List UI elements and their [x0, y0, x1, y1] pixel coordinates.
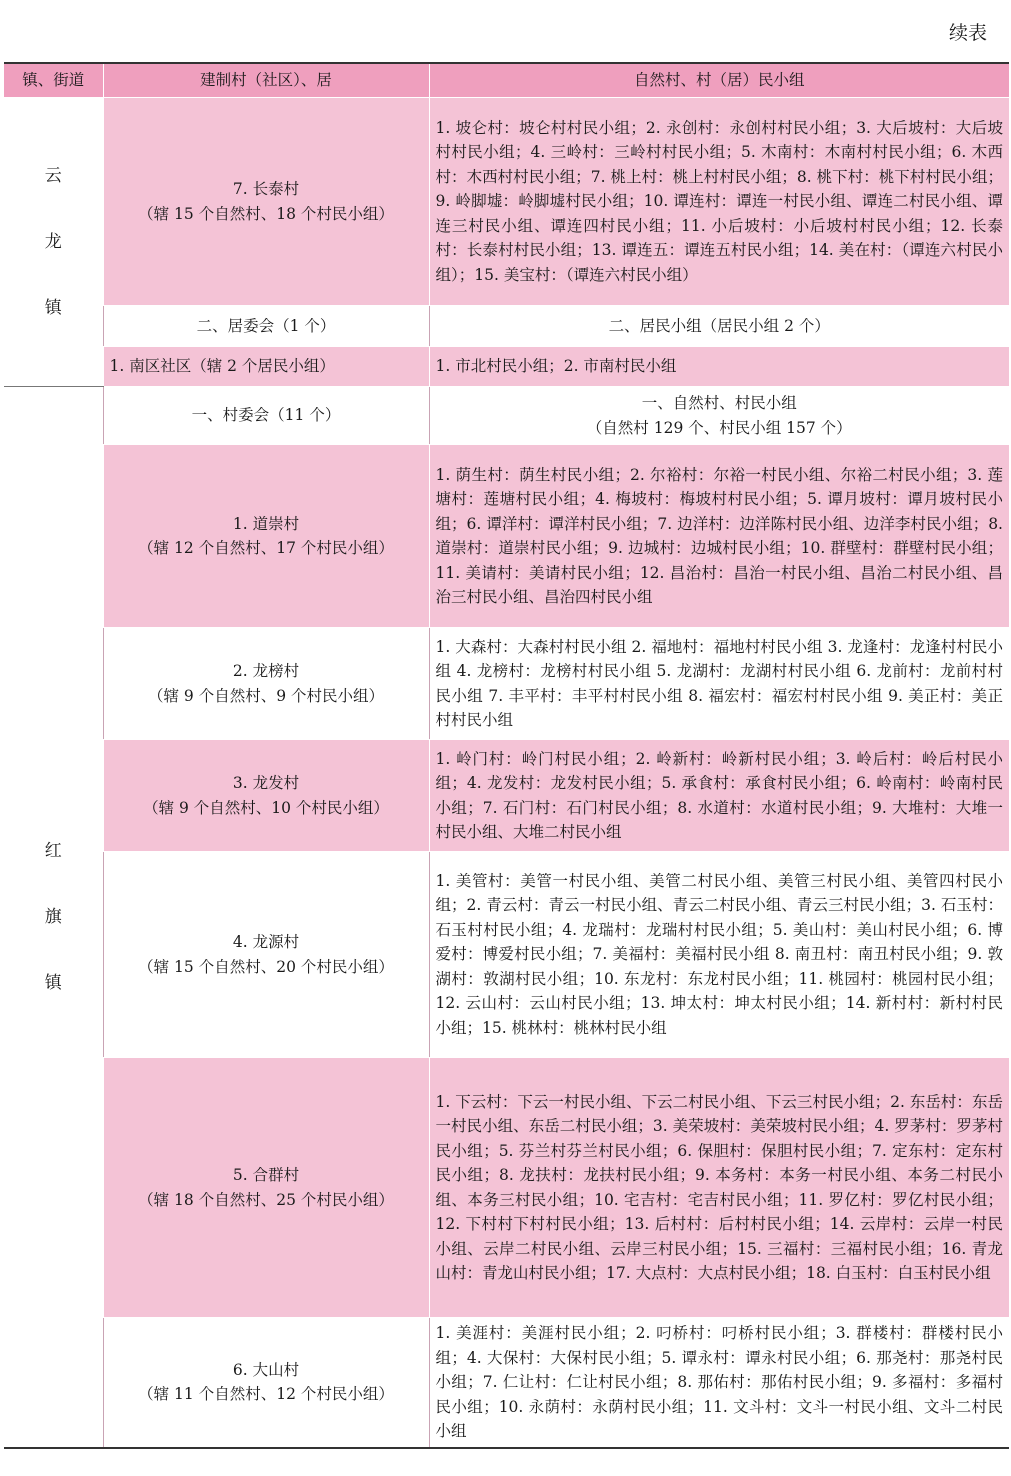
village-cell: [103, 852, 429, 1058]
groups-cell: [429, 740, 1009, 852]
table-row: [4, 852, 1009, 1058]
table-row: [4, 306, 1009, 347]
groups-text: 1. 荫生村：荫生村民小组；2. 尔裕村：尔裕一村民小组、尔裕二村民小组；3. 莲塘村：莲塘村民小组；4. 梅坡村：梅坡村村民小组；5. 谭月坡村：谭月坡村民小组；6. 谭洋村：谭洋村民小组；7. 边洋村：边洋陈村民小组、边洋李村民小组；8. 道崇村：道崇村民小组；9. 边城村：边城村民小组；10. 群壁村：群壁村民小组；11. 美请村：美请村民小组；12. 昌治村：昌治一村民小组、昌治二村民小组、昌治三村民小组、昌治四村民小组: [435, 465, 1003, 606]
groups-text: 1. 下云村：下云一村民小组、下云二村民小组、下云三村民小组；2. 东岳村：东岳一村民小组、东岳二村民小组；3. 美荣坡村：美荣坡村民小组；4. 罗茅村：罗茅村民小组；5. 芬兰村芬兰村民小组；6. 保胆村：保胆村民小组；7. 定东村：定东村民小组；8. 龙扶村：龙扶村民小组；9. 本务村：本务一村民小组、本务二村民小组、本务三村民小组；10. 宅吉村：宅吉村民小组；11. 罗亿村：罗亿村民小组；12. 下村村下村村民小组；13. 后村村：后村村民小组；14. 云岸村：云岸一村民小组、云岸二村民小组、云岸三村民小组；15. 三福村：三福村民小组；16. 青龙山村：青龙山村民小组；17. 大点村：大点村民小组；18. 白玉村：白玉村民小组: [435, 1092, 1003, 1282]
village-table: [4, 62, 1009, 1449]
groups-cell: [429, 347, 1009, 387]
village-cell: [103, 445, 429, 628]
header-village: 建制村（社区）、居: [103, 63, 429, 98]
village-name: 5. 合群村: [232, 1166, 300, 1184]
village-name: 4. 龙源村: [232, 933, 300, 951]
village-sub: （辖 18 个自然村、25 个村民小组）: [138, 1190, 394, 1209]
groups-text: 1. 坡仑村：坡仑村村民小组；2. 永创村：永创村村民小组；3. 大后坡村：大后坡村村民小组；4. 三岭村：三岭村村民小组；5. 木南村：木南村村民小组；6. 木西村：木西村村民小组；7. 桃上村：桃上村村民小组；8. 桃下村：桃下村村民小组；9. 岭脚墟：岭脚墟村民小组；10. 谭连村：谭连一村民小组、谭连二村民小组、谭连三村民小组、谭连四村民小组；11. 小后坡村：小后坡村村民小组；12. 长泰村：长泰村村民小组；13. 谭连五：谭连五村民小组；14. 美在村：（谭连六村民小组）；15. 美宝村：（谭连六村民小组）: [435, 118, 1003, 284]
town-name: 云 龙 镇: [44, 166, 62, 318]
groups-text: 1. 美涯村：美涯村民小组；2. 叼桥村：叼桥村民小组；3. 群楼村：群楼村民小组；4. 大保村：大保村民小组；5. 谭永村：谭永村民小组；6. 那尧村：那尧村民小组；7. 仁让村：仁让村民小组；8. 那佑村：那佑村民小组；9. 多福村：多福村民小组；10. 永荫村：永荫村民小组；11. 文斗村：文斗一村民小组、文斗二村民小组: [435, 1324, 1003, 1440]
groups-text: 1. 市北村民小组；2. 市南村民小组: [435, 357, 677, 376]
village-sub: （辖 12 个自然村、17 个村民小组）: [138, 539, 394, 557]
village-sub: （辖 15 个自然村、18 个村民小组）: [138, 204, 394, 223]
village-sub: （辖 15 个自然村、20 个村民小组）: [138, 957, 394, 976]
table-row: [4, 1318, 1009, 1448]
table-row: [4, 740, 1009, 852]
table-row: [4, 1058, 1009, 1318]
groups-cell: [429, 852, 1009, 1058]
header-town: 镇、街道: [4, 63, 103, 98]
table-row: [4, 628, 1009, 740]
groups-cell: [429, 1058, 1009, 1318]
table-row: [4, 445, 1009, 628]
village-cell: [103, 1058, 429, 1318]
groups-cell: [429, 1318, 1009, 1448]
town-cell-hongqi: [4, 387, 103, 1448]
section-right: [429, 387, 1009, 445]
section-left: 二、居委会（1 个）: [103, 306, 429, 347]
village-cell: [103, 1318, 429, 1448]
section-left: 一、村委会（11 个）: [103, 387, 429, 445]
table-row: [4, 347, 1009, 387]
village-cell: [103, 628, 429, 740]
section-row: [4, 387, 1009, 445]
town-cell-yunlong: [4, 98, 103, 387]
village-name: 7. 长泰村: [232, 180, 300, 198]
header-row: [4, 63, 1009, 98]
groups-text: 1. 大森村：大森村村民小组 2. 福地村：福地村村民小组 3. 龙逢村：龙逢村村民小组 4. 龙榜村：龙榜村村民小组 5. 龙湖村：龙湖村村民小组 6. 龙前村：龙前村村民小组 7. 丰平村：丰平村村民小组 8. 福宏村：福宏村村民小组 9. 美正村：美正村村民小组: [435, 637, 1003, 729]
village-sub: （辖 9 个自然村、9 个村民小组）: [147, 686, 384, 705]
table-row: [4, 98, 1009, 306]
village-name: 6. 大山村: [232, 1360, 300, 1379]
section-right: 二、居民小组（居民小组 2 个）: [429, 306, 1009, 347]
village-name: 1. 南区社区（辖 2 个居民小组）: [103, 347, 429, 387]
page-label: 续表: [948, 22, 987, 44]
groups-cell: [429, 628, 1009, 740]
village-name: 1. 道崇村: [232, 514, 300, 533]
section-right-line2: （自然村 129 个、村民小组 157 个）: [586, 418, 852, 437]
groups-cell: [429, 98, 1009, 306]
groups-text: 1. 岭门村：岭门村民小组；2. 岭新村：岭新村民小组；3. 岭后村：岭后村民小组；4. 龙发村：龙发村民小组；5. 承食村：承食村民小组；6. 岭南村：岭南村民小组；7. 石门村：石门村民小组；8. 水道村：水道村民小组；9. 大堆村：大堆一村民小组、大堆二村民小组: [435, 749, 1003, 841]
groups-cell: [429, 445, 1009, 628]
village-name: 2. 龙榜村: [232, 662, 300, 680]
groups-text: 1. 美管村：美管一村民小组、美管二村民小组、美管三村民小组、美管四村民小组；2. 青云村：青云一村民小组、青云二村民小组、青云三村民小组；3. 石玉村：石玉村村民小组；4. 龙瑞村：龙瑞村村民小组；5. 美山村：美山村民小组；6. 博爱村：博爱村民小组；7. 美福村：美福村民小组 8. 南丑村：南丑村民小组；9. 敦湖村：敦湖村民小组；10. 东龙村：东龙村民小组；11. 桃园村：桃园村民小组；12. 云山村：云山村民小组；13. 坤太村：坤太村民小组；14. 新村村：新村村民小组；15. 桃林村：桃林村民小组: [435, 871, 1003, 1037]
header-groups: 自然村、村（居）民小组: [429, 63, 1009, 98]
village-name: 3. 龙发村: [232, 774, 300, 792]
section-right-line1: 一、自然村、村民小组: [641, 394, 797, 412]
village-cell: [103, 740, 429, 852]
village-sub: （辖 9 个自然村、10 个村民小组）: [143, 798, 389, 817]
village-cell: [103, 98, 429, 306]
village-sub: （辖 11 个自然村、12 个村民小组）: [138, 1385, 394, 1404]
town-name: 红 旗 镇: [44, 840, 62, 993]
